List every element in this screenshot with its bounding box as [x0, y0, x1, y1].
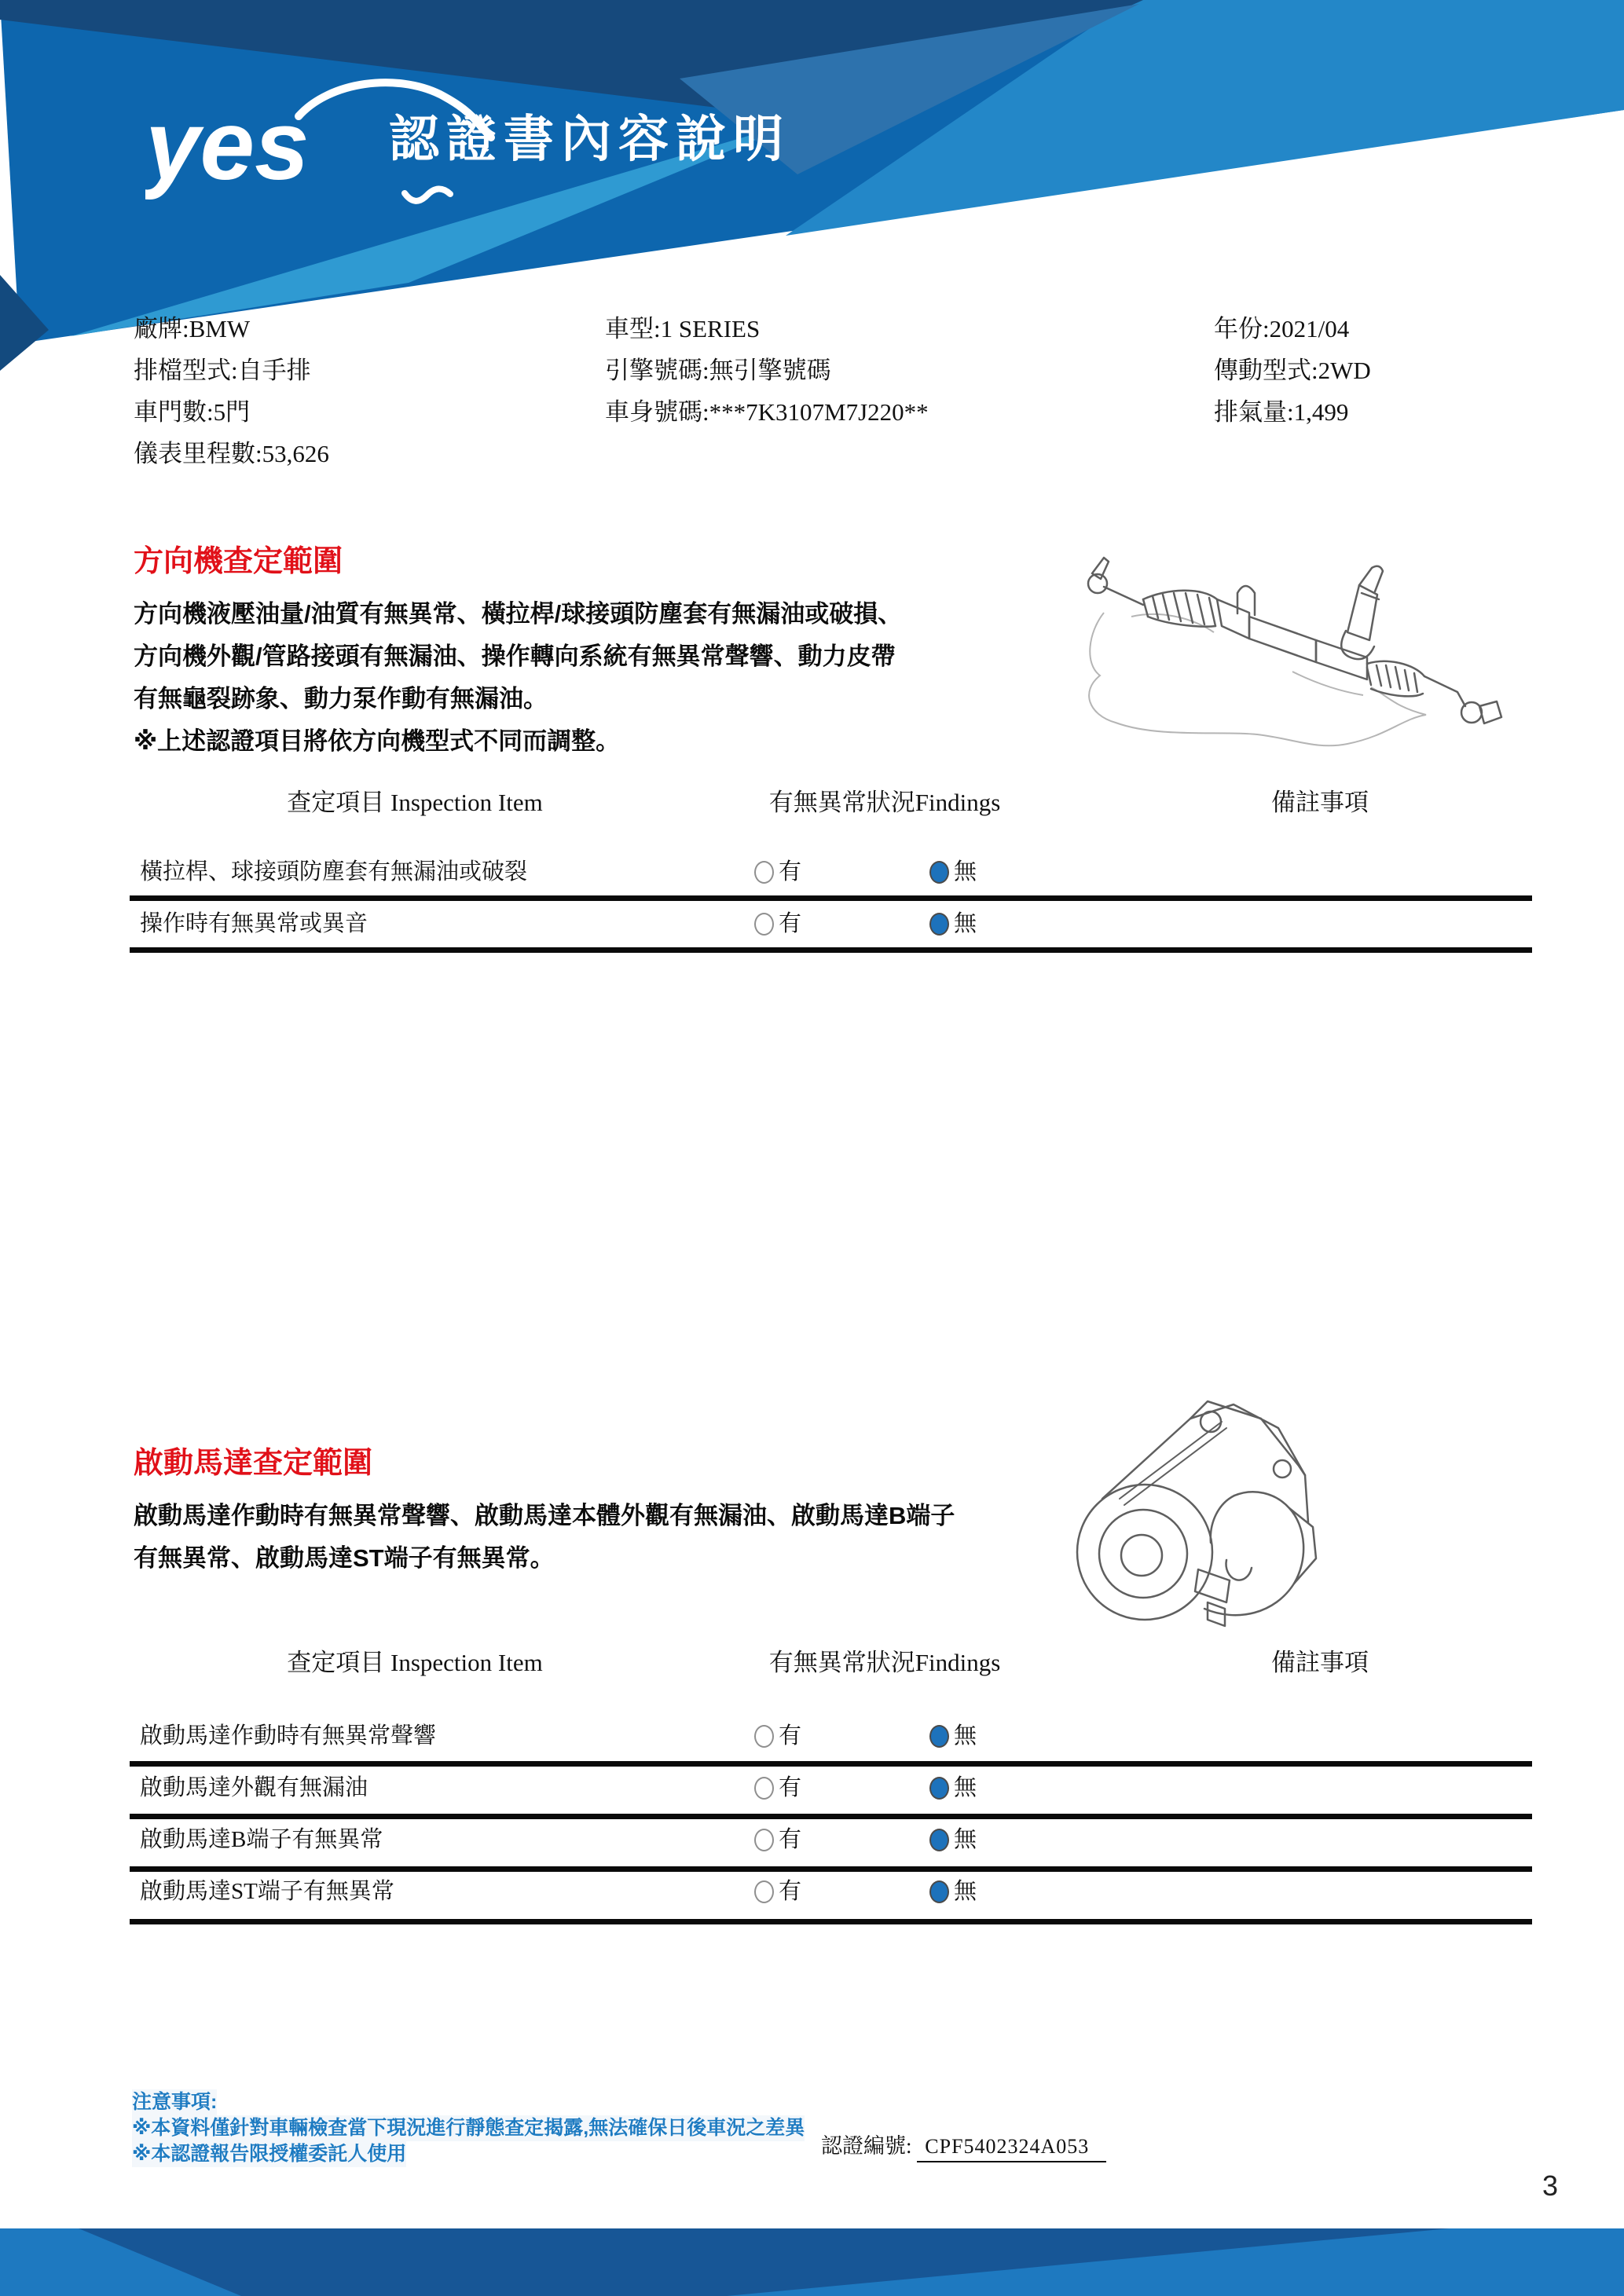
radio-checked-icon[interactable]: [929, 1725, 949, 1748]
radio-unchecked-icon[interactable]: [754, 1777, 774, 1800]
radio-label: 有: [779, 859, 802, 884]
vehicle-info-col2: [605, 308, 929, 433]
inspection-item-label: 操作時有無異常或異音: [140, 911, 368, 936]
page-title: 認證書內容說明: [389, 111, 790, 167]
radio-label: 無: [954, 911, 977, 936]
radio-label: 有: [779, 1723, 802, 1749]
radio-unchecked-icon[interactable]: [754, 861, 774, 884]
section-desc-starter: [134, 1495, 1202, 1580]
findings-yes-option[interactable]: [754, 1876, 801, 1907]
inspection-item-label: 啟動馬達B端子有無異常: [140, 1827, 383, 1852]
info-row: 車型:1 SERIES: [605, 315, 761, 342]
findings-yes-option[interactable]: [754, 1772, 801, 1803]
info-row: 引擎號碼:無引擎號碼: [605, 357, 831, 384]
section-title-steering: 方向機查定範圍: [134, 545, 343, 578]
page-number: 3: [1542, 2170, 1559, 2202]
table-rule: [130, 1761, 1532, 1767]
findings-yes-option[interactable]: [754, 856, 801, 888]
radio-unchecked-icon[interactable]: [754, 913, 774, 936]
radio-checked-icon[interactable]: [929, 1777, 949, 1800]
table1-header-item: 查定項目 Inspection Item: [287, 789, 543, 816]
desc-line: 方向機外觀/管路接頭有無漏油、操作轉向系統有無異常聲響、動力皮帶: [134, 643, 896, 670]
radio-label: 有: [779, 911, 802, 936]
radio-label: 無: [954, 859, 977, 884]
radio-checked-icon[interactable]: [929, 913, 949, 936]
footer-bar: [0, 2228, 1624, 2296]
table-rule: [130, 947, 1532, 953]
table1-header-findings: 有無異常狀況Findings: [768, 789, 1001, 816]
info-row: 廠牌:BMW: [134, 315, 251, 342]
findings-yes-option[interactable]: [754, 908, 801, 939]
radio-label: 有: [779, 1827, 802, 1852]
desc-line: 啟動馬達作動時有無異常聲響、啟動馬達本體外觀有無漏油、啟動馬達B端子: [134, 1502, 955, 1529]
inspection-item-label: 啟動馬達外觀有無漏油: [140, 1775, 368, 1800]
table-row: [134, 1876, 1532, 1907]
steering-rack-illustration: [1057, 538, 1528, 758]
certificate-number-label: 認證編號:: [821, 2134, 912, 2158]
desc-line: 方向機液壓油量/油質有無異常、橫拉桿/球接頭防塵套有無漏油或破損、: [134, 600, 903, 628]
radio-label: 有: [779, 1775, 802, 1800]
info-row: 車門數:5門: [134, 398, 251, 426]
table-rule: [130, 1919, 1532, 1924]
table-row: [134, 856, 1532, 888]
radio-unchecked-icon[interactable]: [754, 1880, 774, 1903]
findings-no-option[interactable]: [929, 1824, 977, 1855]
car-swoosh-icon: [405, 189, 450, 200]
findings-yes-option[interactable]: [754, 1824, 801, 1855]
info-row: 儀表里程數:53,626: [134, 440, 329, 467]
logo-text: yes: [145, 91, 310, 200]
radio-checked-icon[interactable]: [929, 1880, 949, 1903]
radio-checked-icon[interactable]: [929, 1829, 949, 1851]
table-rule: [130, 1866, 1532, 1872]
table-row: [134, 1772, 1532, 1803]
vehicle-info-col3: [1214, 308, 1371, 433]
findings-no-option[interactable]: [929, 908, 977, 939]
info-row: 排氣量:1,499: [1214, 398, 1349, 426]
inspection-item-label: 啟動馬達作動時有無異常聲響: [140, 1723, 437, 1749]
inspection-item-label: 橫拉桿、球接頭防塵套有無漏油或破裂: [140, 859, 528, 884]
radio-label: 無: [954, 1723, 977, 1749]
certificate-number-row: [821, 2129, 1106, 2162]
info-row: 排檔型式:自手排: [134, 357, 311, 384]
table1-header-remark: 備註事項: [1271, 789, 1369, 816]
notice-block: [132, 2089, 805, 2167]
findings-no-option[interactable]: [929, 1772, 977, 1803]
radio-checked-icon[interactable]: [929, 861, 949, 884]
table-rule: [130, 895, 1532, 901]
inspection-item-label: 啟動馬達ST端子有無異常: [140, 1879, 394, 1904]
info-row: 車身號碼:***7K3107M7J220**: [605, 398, 929, 426]
radio-unchecked-icon[interactable]: [754, 1725, 774, 1748]
table-row: [134, 1824, 1532, 1855]
radio-label: 無: [954, 1775, 977, 1800]
section-title-starter: 啟動馬達查定範圍: [134, 1447, 373, 1480]
notice-line: ※本資料僅針對車輛檢查當下現況進行靜態查定揭露,無法確保日後車況之差異: [132, 2115, 805, 2141]
vehicle-info-col1: [134, 308, 329, 474]
radio-unchecked-icon[interactable]: [754, 1829, 774, 1851]
findings-no-option[interactable]: [929, 856, 977, 888]
radio-label: 有: [779, 1879, 802, 1904]
table2-header-item: 查定項目 Inspection Item: [287, 1649, 543, 1676]
radio-label: 無: [954, 1827, 977, 1852]
certificate-number-value: CPF5402324A053: [917, 2135, 1106, 2162]
table-rule: [130, 1814, 1532, 1819]
desc-line: ※上述認證項目將依方向機型式不同而調整。: [134, 727, 621, 755]
table-row: [134, 908, 1532, 939]
table2-header-remark: 備註事項: [1271, 1649, 1369, 1676]
notice-title: 注意事項:: [132, 2089, 805, 2115]
starter-motor-illustration: [1072, 1373, 1340, 1644]
info-row: 年份:2021/04: [1214, 315, 1350, 342]
findings-no-option[interactable]: [929, 1876, 977, 1907]
section-desc-steering: [134, 593, 1202, 763]
findings-yes-option[interactable]: [754, 1720, 801, 1752]
notice-line: ※本認證報告限授權委託人使用: [132, 2141, 805, 2167]
desc-line: 有無異常、啟動馬達ST端子有無異常。: [134, 1544, 555, 1572]
findings-no-option[interactable]: [929, 1720, 977, 1752]
table2-header-findings: 有無異常狀況Findings: [768, 1649, 1001, 1676]
radio-label: 無: [954, 1879, 977, 1904]
info-row: 傳動型式:2WD: [1214, 357, 1371, 384]
desc-line: 有無龜裂跡象、動力泵作動有無漏油。: [134, 685, 548, 712]
table-row: [134, 1720, 1532, 1752]
